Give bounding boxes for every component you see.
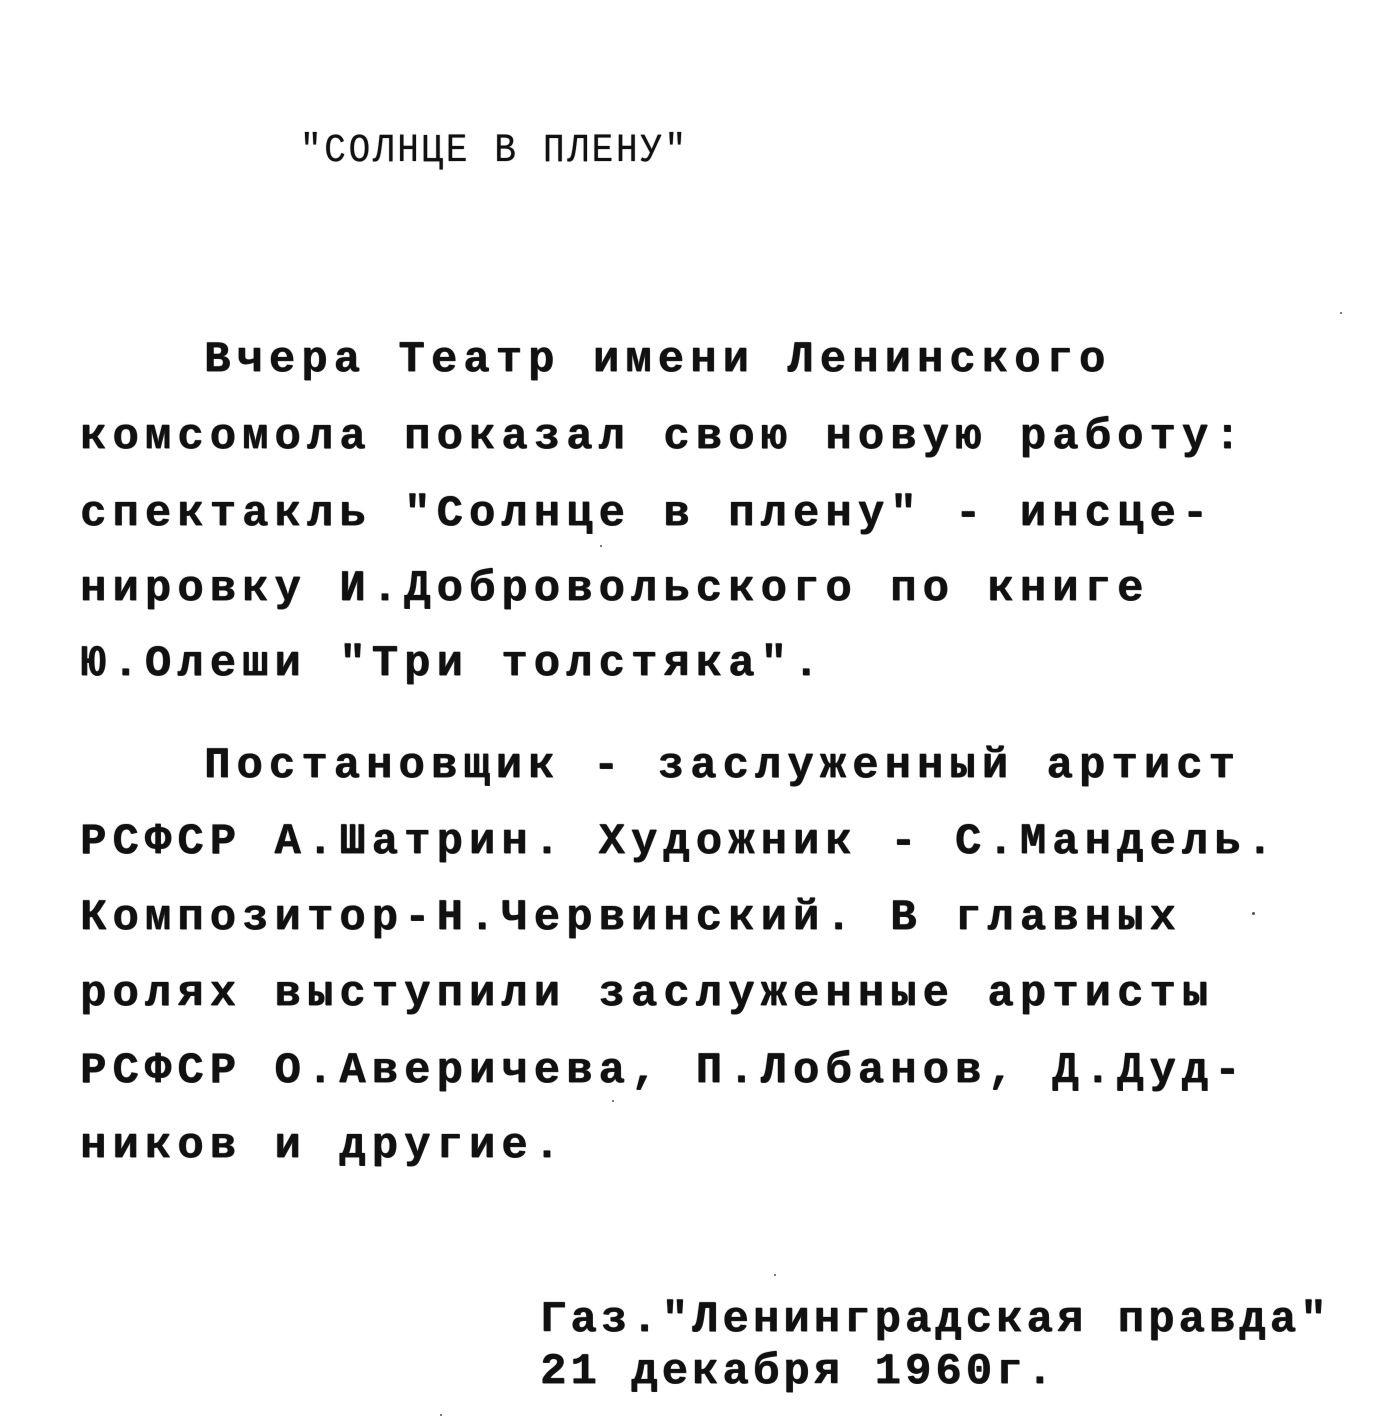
- scan-speck: [1340, 312, 1342, 314]
- paragraph-1-line-4: нировку И.Добровольского по книге: [80, 564, 1150, 614]
- paragraph-2-line-5: РСФСР О.Аверичева, П.Лобанов, Д.Дуд-: [80, 1046, 1247, 1096]
- document-title: "СОЛНЦЕ В ПЛЕНУ": [300, 129, 689, 174]
- scan-speck: [774, 1274, 776, 1276]
- paragraph-2-line-3: Композитор-Н.Червинский. В главных: [80, 893, 1182, 943]
- paragraph-2-line-4: ролях выступили заслуженные артисты: [80, 969, 1215, 1019]
- paragraph-1-line-2: комсомола показал свою новую работу:: [80, 412, 1247, 462]
- scan-speck: [612, 1100, 614, 1102]
- paragraph-2-line-6: ников и другие.: [80, 1121, 567, 1171]
- paragraph-2-line-2: РСФСР А.Шатрин. Художник - С.Мандель.: [80, 817, 1279, 867]
- paragraph-1-line-1: Вчера Театр имени Ленинского: [204, 335, 1112, 385]
- source-newspaper: Газ."Ленинградская правда": [540, 1295, 1331, 1345]
- source-date: 21 декабря 1960г.: [540, 1347, 1057, 1397]
- paragraph-2-line-1: Постановщик - заслуженный артист: [204, 741, 1241, 791]
- scan-speck: [1252, 912, 1255, 915]
- paragraph-1-line-5: Ю.Олеши "Три толстяка".: [80, 639, 826, 689]
- scan-speck: [440, 1414, 442, 1416]
- paragraph-1-line-3: спектакль "Солнце в плену" - инсце-: [80, 489, 1215, 539]
- scan-speck: [600, 545, 602, 547]
